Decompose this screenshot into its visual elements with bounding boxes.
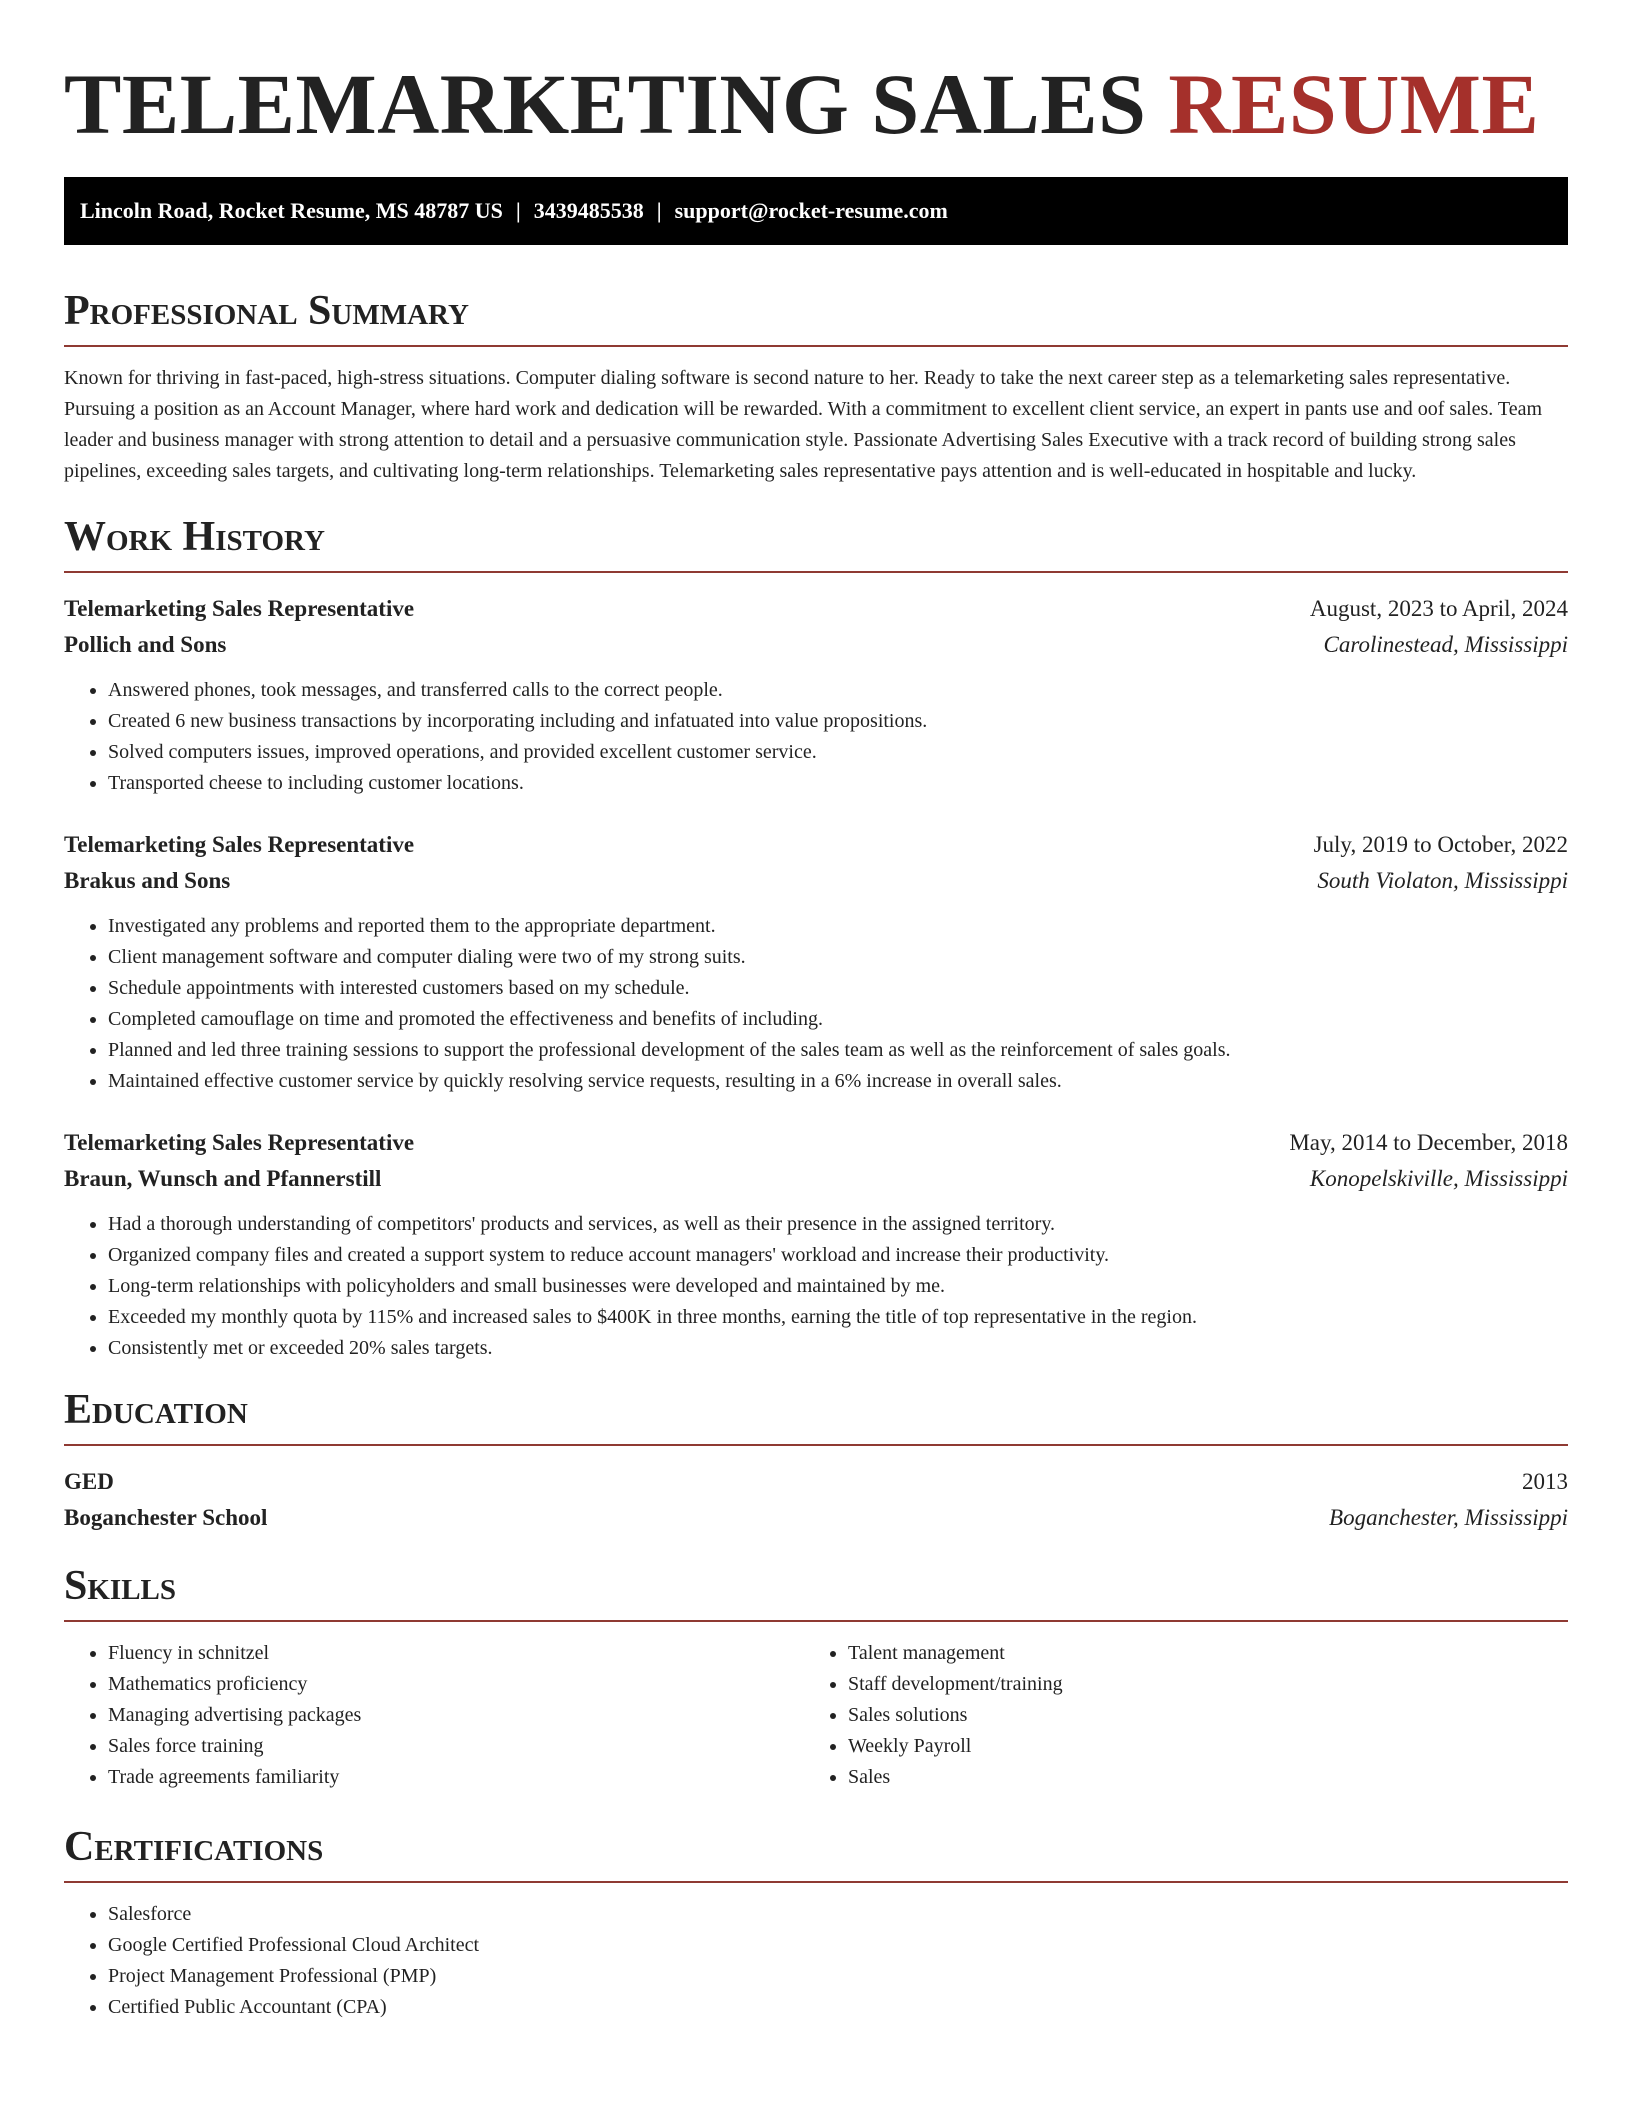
certification-item: • Project Management Professional (PMP) <box>108 1961 1568 1992</box>
skill-item: • Mathematics proficiency <box>108 1669 804 1700</box>
summary-text: Known for thriving in fast-paced, high-stress situations. Computer dialing software is second nature to her. Ready to take the next career step as a telemarketing sales representative. Pursuing a position as an Account Manager, where hard work and dedication will be rewarded. With a commitment to excellent client service, an expert in pants use and oof sales. Team leader and business manager with strong attention to detail and a persuasive communication style. Passionate Advertising Sales Executive with a track record of building strong sales pipelines, exceeding sales targets, and cultivating long-term relationships. Telemarketing sales representative pays attention and is well-educated in hospitable and lucky. <box>64 367 1543 482</box>
job-bullet: • Had a thorough understanding of competitors' products and services, as well as their presence in the assigned territory. <box>108 1209 1568 1240</box>
job-company: Braun, Wunsch and Pfannerstill <box>64 1166 382 1191</box>
job-location: Konopelskiville, Mississippi <box>1309 1166 1568 1191</box>
job-dates: May, 2014 to December, 2018 <box>1289 1130 1568 1155</box>
skill-item: • Fluency in schnitzel <box>108 1638 804 1669</box>
job-title: Telemarketing Sales Representative <box>64 1130 415 1155</box>
job-bullet: • Long-term relationships with policyholders and small businesses were developed and maintained by me. <box>108 1271 1568 1302</box>
job-location: Carolinestead, Mississippi <box>1323 632 1568 657</box>
summary-heading: Professional Summary <box>64 287 1568 347</box>
skills-list-left <box>64 1638 804 1793</box>
job-bullet: • Answered phones, took messages, and transferred calls to the correct people. <box>108 675 1568 706</box>
job-bullets <box>64 1209 1568 1364</box>
resume-title <box>64 56 1568 152</box>
skill-item: • Sales solutions <box>848 1700 1544 1731</box>
job-bullet: • Created 6 new business transactions by incorporating including and infatuated into value propositions. <box>108 706 1568 737</box>
job-bullets <box>64 911 1568 1097</box>
skills-grid <box>64 1638 1568 1793</box>
education-location: Boganchester, Mississippi <box>1329 1505 1568 1530</box>
job-bullet: • Completed camouflage on time and promoted the effectiveness and benefits of including. <box>108 1004 1568 1035</box>
job-title: Telemarketing Sales Representative <box>64 596 415 621</box>
skills-list-right <box>804 1638 1544 1793</box>
certifications-list <box>64 1899 1568 2023</box>
job-company: Brakus and Sons <box>64 868 231 893</box>
certification-item: • Salesforce <box>108 1899 1568 1930</box>
job-bullet: • Planned and led three training sessions to support the professional development of the sales team as well as the reinforcement of sales goals. <box>108 1035 1568 1066</box>
education-entry <box>64 1464 1568 1536</box>
skill-item: • Sales <box>848 1762 1544 1793</box>
contact-separator: | <box>656 198 662 223</box>
contact-email: support@rocket-resume.com <box>674 198 948 223</box>
job-bullet: • Client management software and computer dialing were two of my strong suits. <box>108 942 1568 973</box>
job-bullet: • Transported cheese to including customer locations. <box>108 768 1568 799</box>
skills-heading: Skills <box>64 1562 1568 1622</box>
contact-address: Lincoln Road, Rocket Resume, MS 48787 US <box>80 198 503 223</box>
job-dates: July, 2019 to October, 2022 <box>1313 832 1568 857</box>
certification-item: • Google Certified Professional Cloud Architect <box>108 1930 1568 1961</box>
skill-item: • Managing advertising packages <box>108 1700 804 1731</box>
job-bullet: • Schedule appointments with interested customers based on my schedule. <box>108 973 1568 1004</box>
certification-item: • Certified Public Accountant (CPA) <box>108 1992 1568 2023</box>
skill-item: • Sales force training <box>108 1731 804 1762</box>
education-school: Boganchester School <box>64 1505 268 1530</box>
job-entry <box>64 827 1568 1097</box>
job-bullet: • Solved computers issues, improved operations, and provided excellent customer service. <box>108 737 1568 768</box>
job-bullet: • Maintained effective customer service by quickly resolving service requests, resulting in a 6% increase in overall sales. <box>108 1066 1568 1097</box>
skill-item: • Talent management <box>848 1638 1544 1669</box>
contact-phone: 3439485538 <box>533 198 644 223</box>
job-bullets <box>64 675 1568 799</box>
job-title: Telemarketing Sales Representative <box>64 832 415 857</box>
job-bullet: • Organized company files and created a support system to reduce account managers' workload and increase their productivity. <box>108 1240 1568 1271</box>
resume-title-accent: RESUME <box>1168 56 1540 152</box>
certifications-heading: Certifications <box>64 1823 1568 1883</box>
skill-item: • Trade agreements familiarity <box>108 1762 804 1793</box>
education-degree: GED <box>64 1469 114 1494</box>
education-heading: Education <box>64 1386 1568 1446</box>
job-company: Pollich and Sons <box>64 632 227 657</box>
contact-separator: | <box>515 198 521 223</box>
skill-item: • Weekly Payroll <box>848 1731 1544 1762</box>
skill-item: • Staff development/training <box>848 1669 1544 1700</box>
resume-title-main: TELEMARKETING SALES <box>64 56 1147 152</box>
job-bullet: • Exceeded my monthly quota by 115% and increased sales to $400K in three months, earning the title of top representative in the region. <box>108 1302 1568 1333</box>
job-entry <box>64 591 1568 799</box>
job-entry <box>64 1125 1568 1364</box>
job-bullet: • Investigated any problems and reported them to the appropriate department. <box>108 911 1568 942</box>
education-year: 2013 <box>1522 1469 1568 1494</box>
work-history-heading: Work History <box>64 513 1568 573</box>
job-location: South Violaton, Mississippi <box>1317 868 1568 893</box>
job-bullet: • Consistently met or exceeded 20% sales targets. <box>108 1333 1568 1364</box>
job-dates: August, 2023 to April, 2024 <box>1309 596 1568 621</box>
resume-page <box>64 0 1568 2023</box>
contact-bar <box>64 177 1568 245</box>
